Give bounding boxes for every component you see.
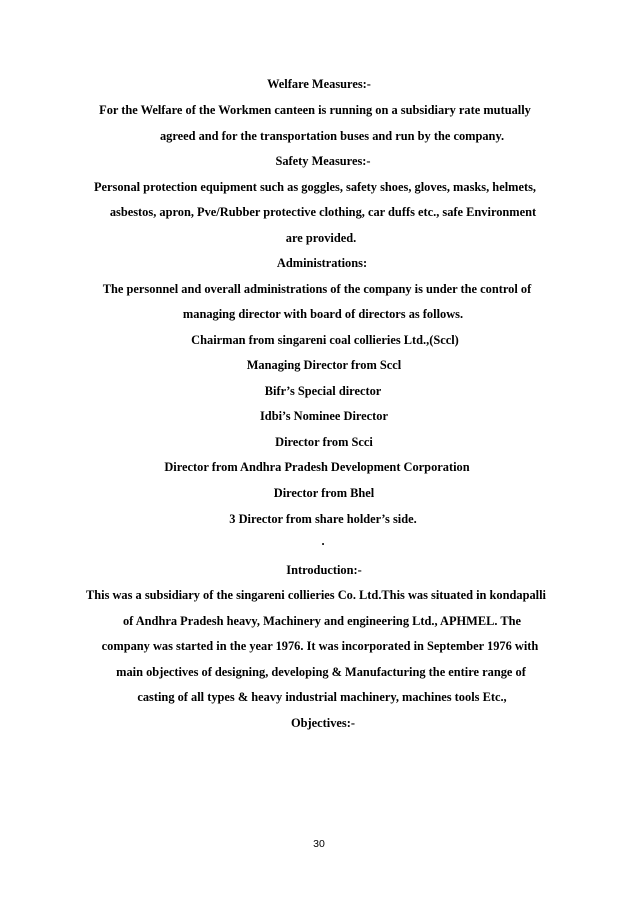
administration-line: The personnel and overall administrations of the company is under the control of bbox=[102, 282, 532, 296]
welfare-heading: Welfare Measures:- bbox=[267, 77, 371, 91]
separator-dot: . bbox=[321, 534, 325, 548]
administration-line: managing director with board of directors as follows. bbox=[182, 307, 464, 321]
page-number: 30 bbox=[313, 838, 325, 850]
board-member: Managing Director from Sccl bbox=[246, 358, 402, 372]
introduction-line: casting of all types & heavy industrial machinery, machines tools Etc., bbox=[137, 690, 507, 704]
introduction-line: main objectives of designing, developing & Manufacturing the entire range of bbox=[116, 665, 526, 679]
board-member: Director from Scci bbox=[275, 435, 373, 449]
introduction-line: company was started in the year 1976. It was incorporated in September 1976 with bbox=[101, 639, 539, 653]
board-member: Bifr’s Special director bbox=[264, 384, 382, 398]
introduction-heading: Introduction:- bbox=[286, 563, 362, 577]
objectives-heading: Objectives:- bbox=[291, 716, 355, 730]
board-member: Idbi’s Nominee Director bbox=[259, 409, 388, 423]
board-member: Director from Bhel bbox=[273, 486, 375, 500]
board-member: Chairman from singareni coal collieries Ltd.,(Sccl) bbox=[191, 333, 459, 347]
welfare-line: agreed and for the transportation buses and run by the company. bbox=[159, 129, 505, 143]
safety-line: Personal protection equipment such as goggles, safety shoes, gloves, masks, helmets, bbox=[93, 180, 537, 194]
welfare-line: For the Welfare of the Workmen canteen is running on a subsidiary rate mutually bbox=[99, 103, 531, 117]
introduction-line: of Andhra Pradesh heavy, Machinery and engineering Ltd., APHMEL. The bbox=[122, 614, 522, 628]
administration-heading: Administrations: bbox=[276, 256, 368, 270]
safety-heading: Safety Measures:- bbox=[275, 154, 371, 168]
board-member: 3 Director from share holder’s side. bbox=[229, 512, 417, 526]
introduction-line: This was a subsidiary of the singareni collieries Co. Ltd.This was situated in kondapalli bbox=[85, 588, 547, 602]
safety-line: asbestos, apron, Pve/Rubber protective clothing, car duffs etc., safe Environment bbox=[109, 205, 537, 219]
board-member: Director from Andhra Pradesh Development Corporation bbox=[164, 460, 470, 474]
safety-line: are provided. bbox=[285, 231, 357, 245]
